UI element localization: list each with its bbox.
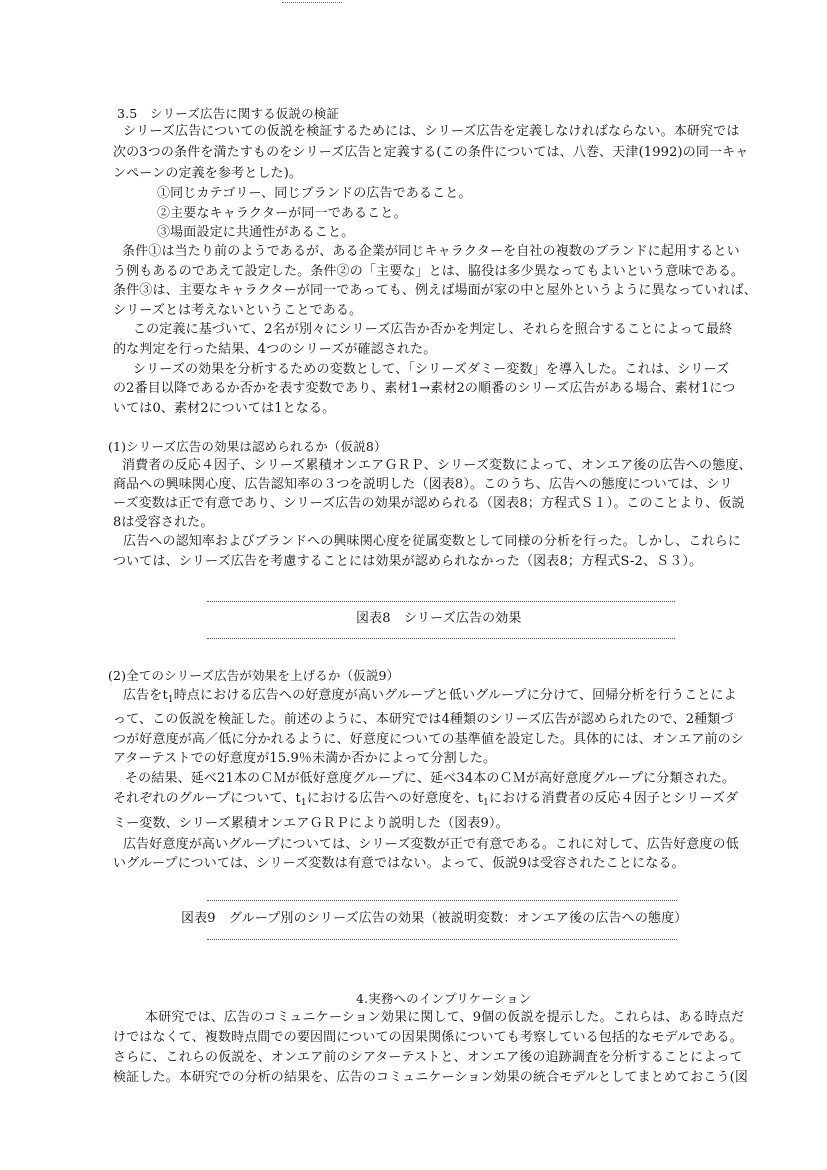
paragraph-line: シリーズ広告についての仮説を検証するためには、シリーズ広告を定義しなければならない。本研究では [123, 124, 740, 139]
paragraph-line: シリーズの効果を分析するための変数として、「シリーズダミー変数」を導入した。これは、シリーズ [133, 362, 730, 377]
figure-9-caption: 図表9 グループ別のシリーズ広告の効果（被説明変数：オンエア後の広告への態度） [181, 911, 688, 926]
paragraph-line: 検証した。本研究での分析の結果を、広告のコミュニケーション効果の統合モデルとしてまとめておこう(図 [113, 1070, 748, 1085]
paragraph-line: この定義に基づいて、2名が別々にシリーズ広告か否かを判定し、それらを照合することによって最終 [133, 322, 733, 337]
figure-8-rule-bottom [207, 638, 675, 639]
paragraph-line: ミー変数、シリーズ累積オンエアＧＲＰにより説明した（図表9）。 [113, 816, 509, 831]
figure-8-caption: 図表8 シリーズ広告の効果 [356, 611, 522, 626]
paragraph-line: けではなくて、複数時点間での要因間についての因果関係についても考察している包括的なモデルである。 [113, 1030, 743, 1045]
paragraph-line: さらに、これらの仮説を、オンエア前のシアターテストと、オンエア後の追跡調査を分析することによって [113, 1050, 743, 1065]
hypothesis-9-heading: (2)全てのシリーズ広告が効果を上げるか（仮説9） [108, 668, 400, 683]
paragraph-line: 広告を$t_1$時点における広告への好意度が高いグループと低いグループに分けて、回帰分析を行うことによ [123, 688, 737, 705]
paragraph-line: 条件③は、主要なキャラクターが同一であっても、例えば場面が家の中と屋外というように異なっていれば、 [113, 283, 757, 298]
paragraph-line: いては0、素材2については1となる。 [113, 401, 336, 416]
paragraph-line: う例もあるのであえて設定した。条件②の「主要な」とは、脇役は多少異なってもよいという意味である。 [113, 264, 745, 279]
section-3-5-heading: 3.5 シリーズ広告に関する仮説の検証 [117, 106, 340, 121]
paragraph-line: ついては、シリーズ広告を考慮することには効果が認められなかった（図表8；方程式S-2、Ｓ３）。 [113, 554, 703, 569]
paragraph-line: 8は受容された。 [113, 515, 214, 530]
paragraph-line: って、この仮説を検証した。前述のように、本研究では4種類のシリーズ広告が認められたので、2種類づ [113, 712, 734, 727]
condition-item: ③場面設定に共通性があること。 [157, 225, 355, 240]
paragraph-line: 広告好意度が高いグループについては、シリーズ変数が正で有意である。これに対して、広告好意度の低 [123, 837, 739, 852]
paragraph-line: いグループについては、シリーズ変数は有意ではない。よって、仮説9は受容されたことになる。 [113, 856, 685, 871]
paragraph-line: ーズ変数は正で有意であり、シリーズ広告の効果が認められる（図表8；方程式Ｓ１）。このことより、仮説 [113, 496, 745, 511]
paragraph-line: 消費者の反応４因子、シリーズ累積オンエアＧＲＰ、シリーズ変数によって、オンエア後の広告への態度、 [122, 458, 752, 473]
figure-8-rule-top [207, 601, 675, 602]
paragraph-line: の2番目以降であるか否かを表す変数であり、素材1→素材2の順番のシリーズ広告がある場合、素材1につ [113, 381, 736, 396]
paragraph-line: つが好意度が高／低に分かれるように、好意度についての基準値を設定した。具体的には、オンエア前のシ [113, 732, 744, 747]
paragraph-line: 商品への興味関心度、広告認知率の３つを説明した（図表8）。このうち、広告への態度については、シリ [113, 477, 733, 492]
paragraph-line: ンペーンの定義を参考とした)。 [113, 166, 303, 181]
paragraph-line: それぞれのグループについて、$t_1$における広告への好意度を、$t_1$における消費者の反応４因子とシリーズダ [113, 791, 739, 808]
figure-9-rule-top [207, 900, 677, 901]
figure-9-rule-bottom [207, 939, 677, 940]
paragraph-line: 広告への認知率およびブランドへの興味関心度を従属変数として同様の分析を行った。しかし、これらに [123, 534, 742, 549]
paragraph-line: 条件①は当たり前のようであるが、ある企業が同じキャラクターを自社の複数のブランドに起用するとい [122, 244, 740, 259]
paragraph-line: シリーズとは考えないということである。 [113, 303, 363, 318]
paragraph-line: その結果、延べ21本のＣＭが低好意度グループに、延べ34本のＣＭが高好意度グループに分類された。 [125, 771, 736, 786]
hypothesis-8-heading: (1)シリーズ広告の効果は認められるか（仮説8） [108, 439, 387, 454]
section-4-heading: 4.実務へのインプリケーション [356, 991, 532, 1006]
paragraph-line: 次の3つの条件を満たすものをシリーズ広告と定義する(この条件については、八巻、天津(1992)の同一キャ [113, 145, 749, 160]
paragraph-line: 的な判定を行った結果、4つのシリーズが確認された。 [113, 342, 437, 357]
paragraph-line: アターテストでの好意度が15.9％未満か否かによって分割した。 [113, 751, 497, 766]
scan-artifact [282, 2, 342, 5]
condition-item: ②主要なキャラクターが同一であること。 [157, 206, 407, 221]
condition-item: ①同じカテゴリー、同じブランドの広告であること。 [157, 186, 472, 201]
paragraph-line: 本研究では、広告のコミュニケーション効果に関して、9個の仮説を提示した。これらは、ある時点だ [145, 1010, 745, 1025]
